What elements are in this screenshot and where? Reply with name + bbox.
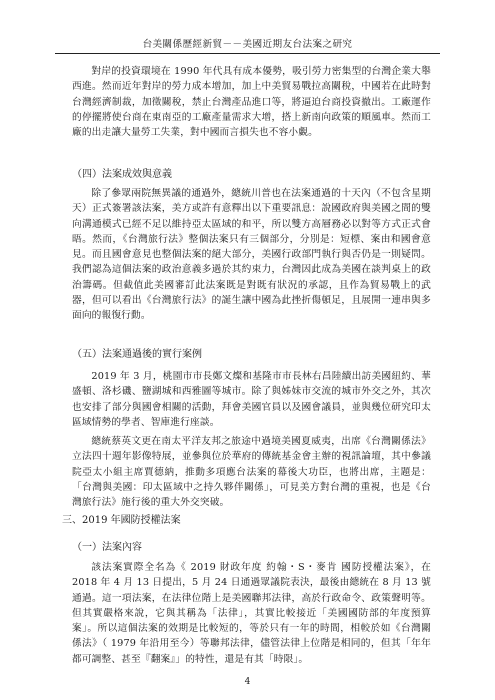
section-heading-cases: （五）法案通過後的實行案例: [72, 349, 202, 360]
section-heading-effect: （四）法案成效與意義: [72, 169, 172, 180]
page-number: 4: [244, 677, 251, 687]
paragraph-mayor-visits: 2019 年 3 月，桃園市市長鄭文燦和基隆市市長林右昌陸續出訪美國紐約、華盛頓、洛杉磯、鹽湖城和西雅圖等城市。除了與姊妹市交流的城市外交之外，其次也安排了部分與國會相關的活動，拜會美國官員以及國會議員，並與幾位研究印太區域情勢的學者、智庫進行座談。: [72, 371, 431, 428]
paragraph-ndaa-content: 該法案實際全名為《 2019 財政年度 約翰・S・麥肯 國防授權法案》，在 2018 年 4 月 13 日提出，5 月 24 日通過眾議院表決，最後由總統在 8 月 13 號通過。這一項法案，在法律位階上是美國聯邦法律，高於行政命令、政策聲明等。但其實嚴格來說，它與其稱為「法律」，其實比較接近「美國國防部的年度預算案」。所以這個法案的效期是比較短的，等於只有一年的時間，相較於如《台灣關係法》（ 1979 年沿用至今）等聯邦法律，儘管法律上位階是相同的，但其「年年都可調整、甚至『翻案』」的特性，還是有其「時限」。: [72, 562, 431, 665]
paragraph-act-significance: 除了參眾兩院無異議的通過外，總統川普也在法案通過的十天內（不包含星期天）正式簽署該法案，美方或許有意釋出以下重要訊息：說國政府與美國之間的雙向溝通模式已經不足以維持亞太區域的和平，所以雙方高層務必以對等方式正式會晤。然而，《台灣旅行法》整個法案只有三個部分，分別是：短標、案由和國會意見。而且國會意見也整個法案的絕大部分，美國行政部門執行與否仍是一則疑問。我們認為這個法案的政治意義多過於其約束力，台灣因此成為美國在談判桌上的政治籌碼。但截值此美國審訂此法案既是對既有狀況的承認，且作為貿易戰上的武器，但可以看出《台灣旅行法》的誕生讓中國為此挫折傷頓足，且展開一連串與多面向的報復行動。: [72, 188, 431, 322]
running-header: 台美關係歷經新貿－－美國近期友台法案之研究: [55, 36, 440, 54]
paragraph-president-transit: 總統蔡英文更在南太平洋友邦之旅途中過境美國夏威夷，出席《台灣關係法》立法四十週年影像特展，並參與位於華府的傳統基金會主辦的視訊論壇，其中參議院亞太小組主席賈德納，推動多項應台法案的幕後大功臣，也將出席，主題是：「台灣與美國：印太區域中之持久夥伴關係」，可見美方對台灣的重視，也是《台灣旅行法》施行後的重大外交突破。: [72, 436, 431, 509]
section-heading-content: （一）法案內容: [72, 542, 142, 553]
chapter-heading-ndaa: 三、2019 年國防授權法案: [62, 515, 181, 526]
paragraph-investment-environment: 對岸的投資環境在 1990 年代具有成本優勢，吸引勞力密集型的台灣企業大舉西進。然而近年對岸的勞力成本增加，加上中美貿易戰拉高關稅，中國若在此時對台灣經濟制裁，加徵關稅，禁止台灣產品進口等，將逼迫台商投資撤出。工廠運作的停擺將使台商在東南亞的工廠產量需求大增，搭上新南向政策的順風車。然而工廠的出走讓大量勞工失業，對中國而言損失也不容小覷。: [72, 66, 431, 139]
